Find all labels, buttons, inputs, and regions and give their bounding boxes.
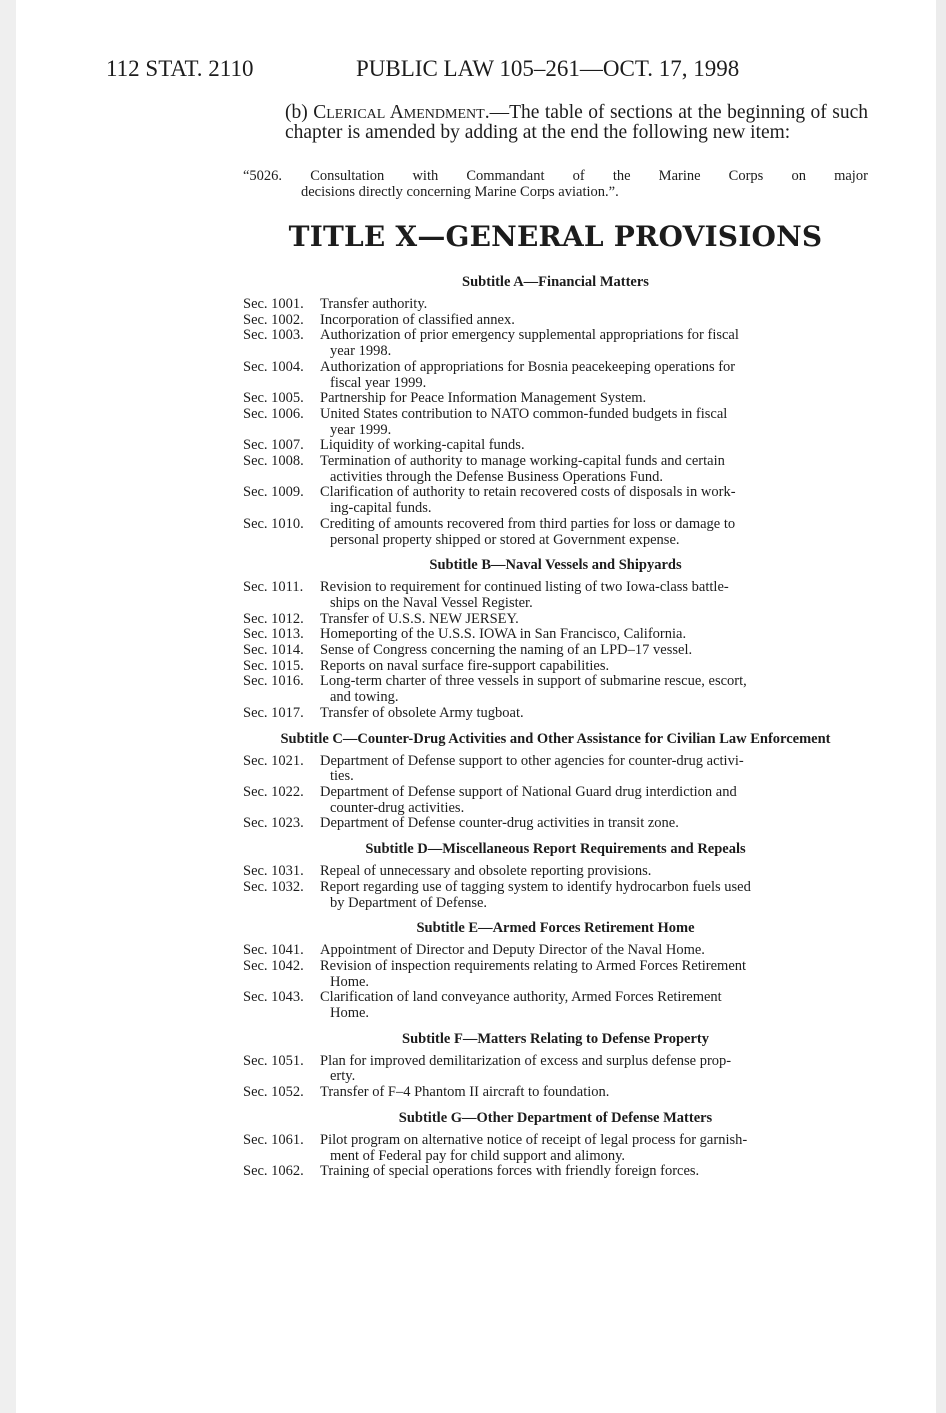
- section-title-line: Incorporation of classified annex.: [320, 311, 515, 328]
- section-number: Sec. 1061.: [243, 1131, 304, 1148]
- section-title: [320, 706, 868, 722]
- section-entry: [243, 1164, 868, 1180]
- section-number: Sec. 1004.: [243, 358, 304, 375]
- section-title-continuation: year 1999.: [330, 421, 392, 438]
- section-title-line: Authorization of prior emergency supplemental appropriations for fiscal: [320, 327, 739, 344]
- section-number: Sec. 1043.: [243, 989, 304, 1006]
- title-heading: TITLE X—GENERAL PROVISIONS: [288, 220, 823, 253]
- section-number: Sec. 1051.: [243, 1052, 304, 1069]
- section-number: Sec. 1012.: [243, 610, 304, 627]
- section-entry: [243, 391, 868, 407]
- amendment-label-prefix: (b): [285, 102, 314, 123]
- section-number: Sec. 1008.: [243, 453, 304, 470]
- section-number: Sec. 1032.: [243, 878, 304, 895]
- section-title-continuation: personal property shipped or stored at Government expense.: [330, 531, 680, 548]
- scan-edge-right: [936, 0, 946, 1413]
- section-title-line: Training of special operations forces with friendly foreign forces.: [320, 1163, 700, 1180]
- section-title: [320, 1054, 868, 1085]
- section-number: Sec. 1009.: [243, 484, 304, 501]
- section-title-line: Pilot program on alternative notice of receipt of legal process for garnish-: [320, 1131, 748, 1148]
- section-number: Sec. 1023.: [243, 815, 304, 832]
- section-title: [320, 674, 868, 705]
- section-entry: [243, 864, 868, 880]
- section-title-line: Department of Defense support of National Guard drug interdiction and: [320, 783, 737, 800]
- new-item-word: Consultation: [310, 168, 385, 184]
- new-item-word: “5026.: [243, 168, 283, 184]
- section-title: [320, 297, 868, 313]
- section-title-line: United States contribution to NATO common-funded budgets in fiscal: [320, 405, 728, 422]
- clerical-amendment-paragraph: [243, 103, 868, 143]
- section-title: [320, 1085, 868, 1101]
- section-title-continuation: Home.: [330, 973, 370, 990]
- section-title-continuation: fiscal year 1999.: [330, 374, 427, 391]
- section-entry: [243, 360, 868, 391]
- table-of-sections: [243, 273, 868, 1180]
- section-title: [320, 517, 868, 548]
- section-number: Sec. 1041.: [243, 942, 304, 959]
- section-title-continuation: ties.: [330, 768, 354, 785]
- section-number: Sec. 1006.: [243, 405, 304, 422]
- section-number: Sec. 1017.: [243, 704, 304, 721]
- section-title-line: Revision to requirement for continued listing of two Iowa-class battle-: [320, 579, 729, 596]
- section-title-line: Clarification of authority to retain recovered costs of disposals in work-: [320, 484, 736, 501]
- section-number: Sec. 1062.: [243, 1163, 304, 1180]
- section-title: [320, 360, 868, 391]
- section-entry: [243, 785, 868, 816]
- section-title-line: Department of Defense counter-drug activities in transit zone.: [320, 815, 679, 832]
- section-entry: [243, 659, 868, 675]
- section-title: [320, 754, 868, 785]
- section-title-continuation: and towing.: [330, 689, 399, 706]
- section-title: [320, 785, 868, 816]
- new-item-5026: [243, 168, 868, 200]
- section-entry: [243, 990, 868, 1021]
- new-item-word: Marine: [658, 168, 701, 184]
- section-number: Sec. 1016.: [243, 673, 304, 690]
- section-number: Sec. 1031.: [243, 863, 304, 880]
- section-title: [320, 313, 868, 329]
- section-title: [320, 612, 868, 628]
- section-title-line: Partnership for Peace Information Management System.: [320, 390, 647, 407]
- section-number: Sec. 1005.: [243, 390, 304, 407]
- subtitle-heading: Subtitle D—Miscellaneous Report Requirements and Repeals: [365, 841, 746, 858]
- section-number: Sec. 1015.: [243, 657, 304, 674]
- page-header: [106, 56, 866, 86]
- section-title: [320, 438, 868, 454]
- section-title-line: Long-term charter of three vessels in support of submarine rescue, escort,: [320, 673, 747, 690]
- section-title-line: Liquidity of working-capital funds.: [320, 437, 525, 454]
- section-number: Sec. 1003.: [243, 327, 304, 344]
- new-item-word: the: [612, 168, 631, 184]
- section-title-line: Clarification of land conveyance authority, Armed Forces Retirement: [320, 989, 722, 1006]
- section-entry: [243, 313, 868, 329]
- section-entry: [243, 627, 868, 643]
- section-number: Sec. 1013.: [243, 626, 304, 643]
- section-title-line: Repeal of unnecessary and obsolete reporting provisions.: [320, 863, 652, 880]
- subtitle-heading: Subtitle B—Naval Vessels and Shipyards: [429, 557, 682, 574]
- public-law-citation: PUBLIC LAW 105–261—OCT. 17, 1998: [356, 56, 740, 81]
- section-number: Sec. 1011.: [243, 579, 304, 596]
- section-title-continuation: ing-capital funds.: [330, 500, 432, 517]
- amendment-text: .—The table of sections at the beginning of such chapter is amended by adding at the end the following new item:: [285, 102, 869, 143]
- section-entry: [243, 454, 868, 485]
- section-number: Sec. 1010.: [243, 515, 304, 532]
- section-title-line: Report regarding use of tagging system to identify hydrocarbon fuels used: [320, 878, 751, 895]
- section-title-line: Appointment of Director and Deputy Director of the Naval Home.: [320, 942, 705, 959]
- section-entry: [243, 959, 868, 990]
- section-title-line: Reports on naval surface fire-support capabilities.: [320, 657, 610, 674]
- new-item-line-2: decisions directly concerning Marine Corps aviation.”.: [301, 184, 619, 200]
- new-item-word: on: [791, 168, 806, 184]
- new-item-word: Commandant: [466, 168, 545, 184]
- section-entry: [243, 438, 868, 454]
- section-number: Sec. 1042.: [243, 957, 304, 974]
- new-item-word: major: [834, 168, 868, 184]
- section-title-line: Termination of authority to manage working-capital funds and certain: [320, 453, 725, 470]
- section-title-continuation: erty.: [330, 1068, 356, 1085]
- section-title: [320, 454, 868, 485]
- section-title: [320, 391, 868, 407]
- section-title: [320, 864, 868, 880]
- section-entry: [243, 485, 868, 516]
- section-number: Sec. 1021.: [243, 752, 304, 769]
- section-title-continuation: activities through the Defense Business Operations Fund.: [330, 468, 664, 485]
- section-title-line: Transfer of F–4 Phantom II aircraft to foundation.: [320, 1084, 610, 1101]
- new-item-line-1: [243, 168, 868, 184]
- section-entry: [243, 612, 868, 628]
- section-entry: [243, 517, 868, 548]
- section-entry: [243, 754, 868, 785]
- section-entry: [243, 580, 868, 611]
- section-title: [320, 485, 868, 516]
- amendment-label: Clerical Amendment: [313, 102, 485, 123]
- section-title-line: Transfer of U.S.S. NEW JERSEY.: [320, 610, 519, 627]
- section-entry: [243, 1054, 868, 1085]
- section-entry: [243, 880, 868, 911]
- section-title: [320, 990, 868, 1021]
- section-title-line: Authorization of appropriations for Bosnia peacekeeping operations for: [320, 358, 736, 375]
- section-title: [320, 959, 868, 990]
- section-entry: [243, 407, 868, 438]
- section-title-continuation: ment of Federal pay for child support and alimony.: [330, 1147, 626, 1164]
- statute-page-number: 112 STAT. 2110: [106, 56, 254, 81]
- section-title-line: Transfer of obsolete Army tugboat.: [320, 704, 524, 721]
- new-item-word: of: [572, 168, 585, 184]
- section-title-line: Crediting of amounts recovered from third parties for loss or damage to: [320, 515, 736, 532]
- section-title-line: Transfer authority.: [320, 296, 428, 312]
- section-number: Sec. 1002.: [243, 311, 304, 328]
- section-title: [320, 1133, 868, 1164]
- section-title-continuation: ships on the Naval Vessel Register.: [330, 594, 533, 611]
- subtitle-heading: Subtitle F—Matters Relating to Defense Property: [402, 1030, 709, 1047]
- section-entry: [243, 1085, 868, 1101]
- section-title-continuation: by Department of Defense.: [330, 894, 488, 911]
- section-title: [320, 659, 868, 675]
- subtitle-heading: Subtitle A—Financial Matters: [462, 274, 649, 290]
- section-number: Sec. 1014.: [243, 642, 304, 659]
- section-entry: [243, 297, 868, 313]
- section-title-line: Plan for improved demilitarization of excess and surplus defense prop-: [320, 1052, 732, 1069]
- scan-edge-left: [0, 0, 16, 1413]
- section-title-continuation: year 1998.: [330, 343, 392, 360]
- section-entry: [243, 943, 868, 959]
- section-title: [320, 643, 868, 659]
- section-entry: [243, 328, 868, 359]
- new-item-word: with: [412, 168, 439, 184]
- section-entry: [243, 1133, 868, 1164]
- section-title: [320, 816, 868, 832]
- subtitle-heading: Subtitle E—Armed Forces Retirement Home: [416, 920, 695, 937]
- section-number: Sec. 1022.: [243, 783, 304, 800]
- section-title: [320, 407, 868, 438]
- section-title: [320, 580, 868, 611]
- section-entry: [243, 643, 868, 659]
- section-entry: [243, 816, 868, 832]
- section-title-continuation: Home.: [330, 1005, 370, 1022]
- section-entry: [243, 674, 868, 705]
- section-title-line: Department of Defense support to other agencies for counter-drug activi-: [320, 752, 744, 769]
- section-title-line: Revision of inspection requirements relating to Armed Forces Retirement: [320, 957, 747, 974]
- section-title: [320, 943, 868, 959]
- section-title-line: Sense of Congress concerning the naming of an LPD–17 vessel.: [320, 642, 693, 659]
- section-number: Sec. 1052.: [243, 1084, 304, 1101]
- section-title: [320, 1164, 868, 1180]
- section-title-line: Homeporting of the U.S.S. IOWA in San Francisco, California.: [320, 626, 687, 643]
- section-title: [320, 328, 868, 359]
- section-number: Sec. 1007.: [243, 437, 304, 454]
- new-item-word: Corps: [728, 168, 764, 184]
- section-title-continuation: counter-drug activities.: [330, 799, 465, 816]
- section-title: [320, 880, 868, 911]
- section-title: [320, 627, 868, 643]
- subtitle-heading: Subtitle G—Other Department of Defense Matters: [398, 1109, 713, 1126]
- section-number: Sec. 1001.: [243, 296, 304, 312]
- subtitle-heading: Subtitle C—Counter-Drug Activities and Other Assistance for Civilian Law Enforcement: [280, 730, 831, 747]
- section-entry: [243, 706, 868, 722]
